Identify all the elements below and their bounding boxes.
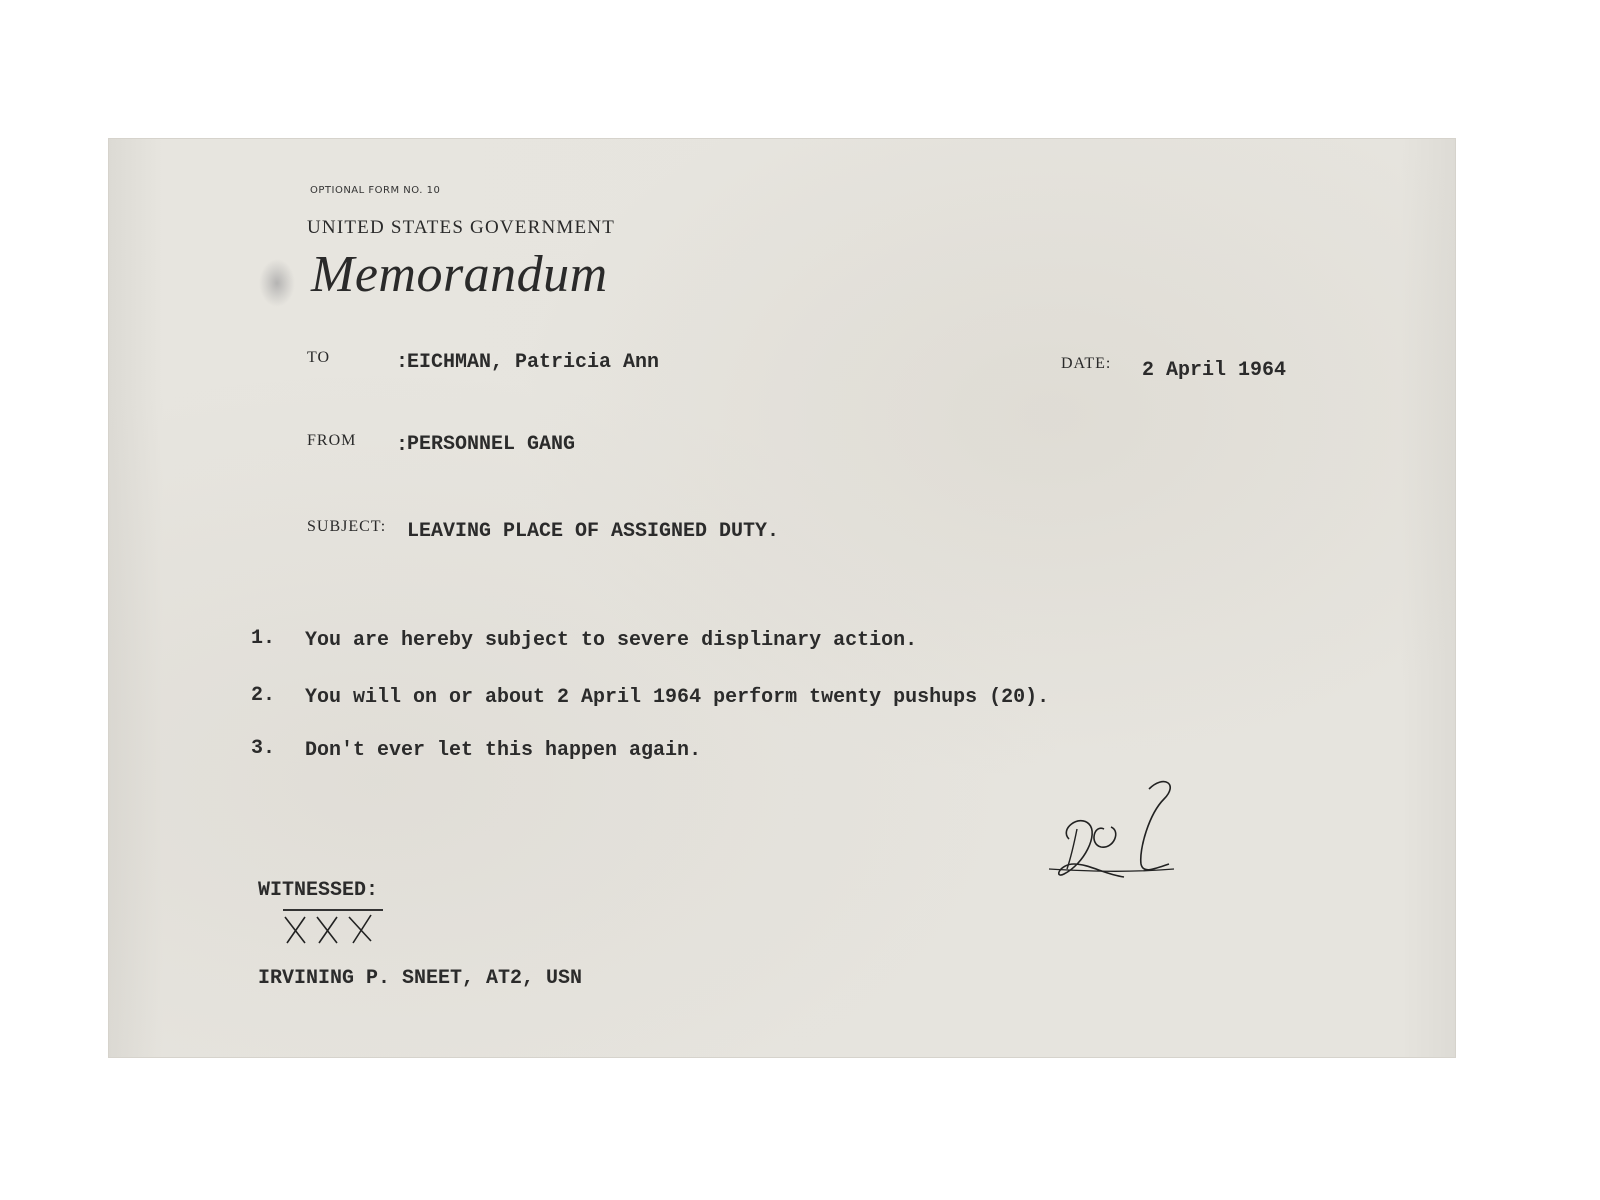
to-label: TO — [307, 349, 331, 366]
subject-value: LEAVING PLACE OF ASSIGNED DUTY. — [407, 520, 780, 543]
date-label: DATE: — [1061, 355, 1112, 372]
handwritten-signature — [1029, 769, 1189, 899]
list-item-text: You will on or about 2 April 1964 perform twenty pushups (20). — [305, 686, 1050, 709]
list-item-number: 2. — [251, 684, 276, 707]
date-value: 2 April 1964 — [1142, 359, 1287, 382]
from-label: FROM — [307, 432, 357, 449]
memorandum-paper — [109, 139, 1455, 1057]
agency-heading: UNITED STATES GOVERNMENT — [307, 217, 616, 238]
list-item-number: 1. — [251, 627, 276, 650]
witness-name: IRVINING P. SNEET, AT2, USN — [258, 967, 583, 990]
witnessed-label: WITNESSED: — [258, 879, 379, 902]
ink-smudge — [259, 259, 295, 307]
from-value: PERSONNEL GANG — [407, 433, 576, 456]
memo-title: Memorandum — [311, 246, 608, 303]
subject-label: SUBJECT: — [307, 518, 387, 535]
from-colon: : — [396, 434, 409, 457]
list-item-text: Don't ever let this happen again. — [305, 739, 702, 762]
witness-xxx-mark — [279, 911, 379, 947]
list-item-number: 3. — [251, 737, 276, 760]
to-colon: : — [396, 351, 409, 374]
form-number: OPTIONAL FORM NO. 10 — [310, 185, 441, 196]
list-item-text: You are hereby subject to severe displinary action. — [305, 629, 918, 652]
to-value: EICHMAN, Patricia Ann — [407, 351, 660, 374]
